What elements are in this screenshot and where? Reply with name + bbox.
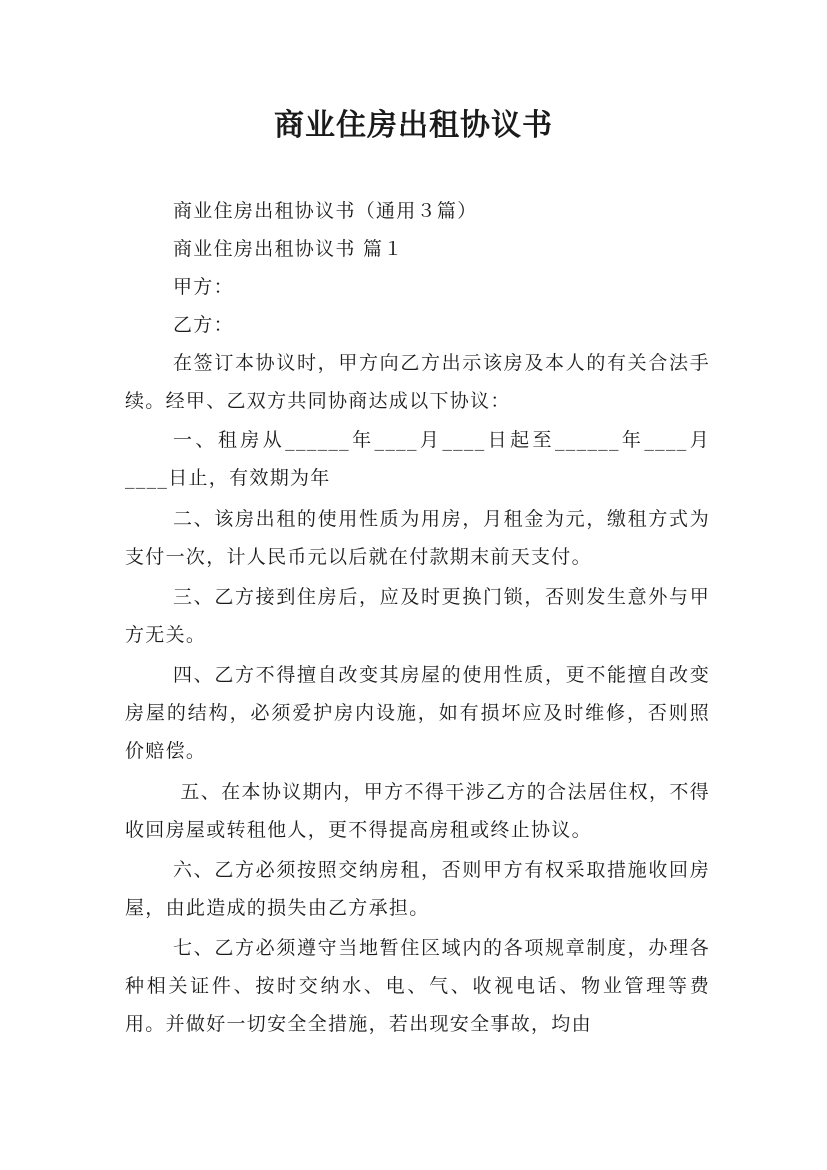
clause-2: 二、该房出租的使用性质为用房，月租金为元，缴租方式为支付一次，计人民币元以后就在付款期末前天支付。	[125, 508, 710, 568]
document-subtitle: 商业住房出租协议书（通用３篇）	[173, 200, 478, 222]
party-b-label: 乙方：	[173, 314, 234, 336]
document-title: 商业住房出租协议书	[274, 108, 553, 143]
clause-7: 七、乙方必须遵守当地暂住区域内的各项规章制度，办理各种相关证件、按时交纳水、电、气、收视电话、物业管理等费用。并做好一切安全全措施，若出现安全事故，均由	[125, 937, 710, 1035]
intro-paragraph: 在签订本协议时，甲方向乙方出示该房及本人的有关合法手续。经甲、乙双方共同协商达成以下协议：	[125, 352, 710, 412]
clause-3: 三、乙方接到住房后，应及时更换门锁，否则发生意外与甲方无关。	[125, 586, 710, 646]
clause-4: 四、乙方不得擅自改变其房屋的使用性质，更不能擅自改变房屋的结构，必须爱护房内设施，如有损坏应及时维修，否则照价赔偿。	[125, 664, 710, 762]
section-heading: 商业住房出租协议书 篇１	[173, 238, 404, 260]
party-a-label: 甲方：	[173, 276, 234, 298]
clause-1: 一、租房从______年____月____日起至______年____月____日止，有效期为年	[125, 429, 710, 489]
clause-5: 五、在本协议期内，甲方不得干涉乙方的合法居住权，不得收回房屋或转租他人，更不得提高房租或终止协议。	[125, 781, 710, 841]
clause-6: 六、乙方必须按照交纳房租，否则甲方有权采取措施收回房屋，由此造成的损失由乙方承担。	[125, 859, 710, 919]
